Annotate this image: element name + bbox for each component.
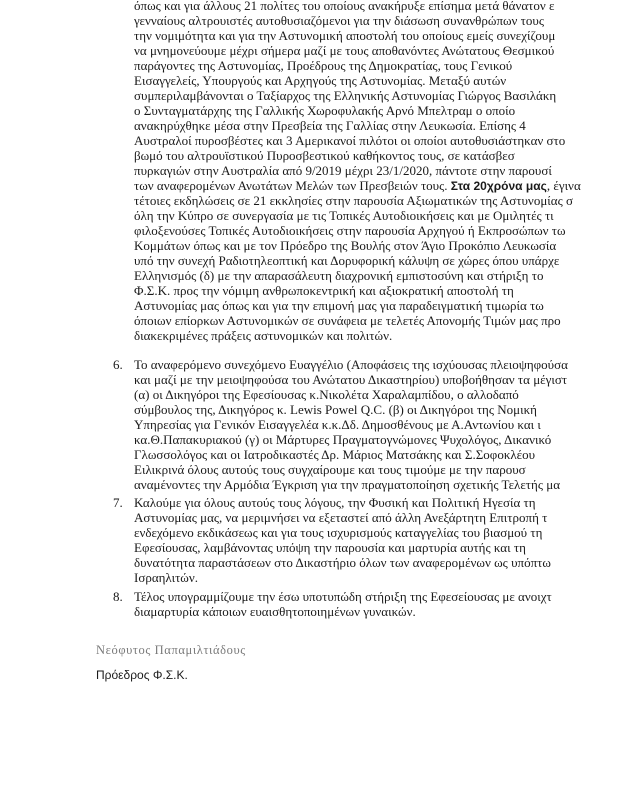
signatory-name: Νεόφυτος Παπαμιλτιάδους (96, 643, 246, 657)
text-line: παράγοντες της Αστυνομίας, Προέδρους της Δημοκρατίας, τους Γενικού (134, 58, 513, 73)
text-line: Αστυνομίας μας όπως και για την επιμονή μας για παραδειγματική τιμωρία τω (134, 298, 544, 313)
paragraph-8 (134, 589, 629, 619)
text-line: σύμβουλος της, Δικηγόρος κ. Lewis Powel Q.C. (β) οι Δικηγόροι της Νομική (134, 402, 537, 417)
text-line: αναμένοντες την Αρμόδια Έγκριση για την πραγματοποίηση σχετικής Τελετής μα (134, 477, 561, 492)
text-line: να μνημονεύουμε μέχρι σήμερα μαζί με τους αποθανόντες Ανώτατους Θεσμικού (134, 43, 555, 58)
text-line: τέτοιες εκδηλώσεις σε 21 εκκλησίες στην παρουσία Αξιωματικών της Αστυνομίας σ (134, 193, 573, 208)
paragraph-6 (134, 357, 629, 492)
text-line: βωμό του αλτρουϊστικού Πυροσβεστικού καθήκοντος τους, σε κατάσβεσ (134, 148, 515, 163)
text-line: όποιων επίορκων Αστυνομικών σε συνάφεια με τελετές Απονομής Τιμών μας προ (134, 313, 561, 328)
text-line: διακεκριμένες πράξεις αστυνομικών και πολιτών. (134, 328, 393, 343)
text-line: Υπηρεσίας για Γενικόν Εισαγγελέα κ.κ.Δδ. Δημοσθένους με Α.Αντωνίου και ι (134, 417, 541, 432)
text-line: Το αναφερόμενο συνεχόμενο Ευαγγέλιο (Αποφάσεις της ισχύουσας πλειοψηφούσα (134, 357, 568, 372)
text-line: διαμαρτυρία κάποιων ευαισθητοποιημένων γυναικών. (134, 604, 416, 619)
text-segment: των αναφερομένων Ανωτάτων Μελών των Πρεσβειών τους. (134, 178, 448, 193)
text-line: Ελληνισμός (δ) με την απαρασάλευτη διαχρονική εμπιστοσύνη και στήριξη το (134, 268, 544, 283)
text-line: ο Συνταγματάρχης της Γαλλικής Χωροφυλακής Αρνό Μπελτραμ ο οποίο (134, 103, 516, 118)
text-line: Αυστραλοί πυροσβέστες και 3 Αμερικανοί πιλότοι οι οποίοι αυτοθυσιάστηκαν στο (134, 133, 566, 148)
text-line: γενναίους αλτρουιστές αυτοθυσιαζόμενοι για την διάσωση συνανθρώπων τους (134, 13, 544, 28)
text-line: όλη την Κύπρο σε συνεργασία με τις Τοπικές Αυτοδιοικήσεις και με Ομιλητές τι (134, 208, 554, 223)
text-line: Ισραηλιτών. (134, 570, 198, 585)
text-line: δυνατότητα παραστάσεων στο Δικαστήριο όλων των αναφερομένων ως υπόπτω (134, 555, 551, 570)
text-line: Εφεσίουσας, λαμβάνοντας υπόψη την παρουσία και μαρτυρία αυτής και τη (134, 540, 526, 555)
text-line: όπως και για άλλους 21 πολίτες του οποίους ανακήρυξε επίσημα μετά θάνατον ε (134, 0, 555, 13)
text-line: και μαζί με την μειοψηφούσα του Ανώτατου Δικαστηρίου) υποβοήθησαν τα μέγιστ (134, 372, 568, 387)
paragraph-8-number: 8. (113, 589, 123, 604)
text-line: πυρκαγιών στην Αυστραλία από 9/2019 μέχρι 23/1/2020, πάντοτε στην παρουσί (134, 163, 552, 178)
text-line: Κομμάτων όπως και με τον Πρόεδρο της Βουλής στον Άγιο Προκόπιο Λευκωσία (134, 238, 557, 253)
text-line: ενδεχόμενο εκδικάσεως και για τους ισχυρισμούς καταγγελίας του βιασμού τη (134, 525, 543, 540)
text-line: υπό την συνεχή Ραδιοτηλεοπτική και Δορυφορική κάλυψη σε χώρες όπου υπάρχε (134, 253, 560, 268)
paragraph-5 (134, 0, 629, 343)
signatory-title: Πρόεδρος Φ.Σ.Κ. (96, 668, 188, 682)
text-line: Εισαγγελείς, Υπουργούς και Αρχηγούς της Αστυνομίας. Μεταξύ αυτών (134, 73, 507, 88)
text-line: (α) οι Δικηγόροι της Εφεσίουσας κ.Νικολέτα Χαραλαμπίδου, ο αλλοδαπό (134, 387, 519, 402)
text-line: Ειλικρινά όλους αυτούς τους συγχαίρουμε και τους τιμούμε με την παρουσ (134, 462, 526, 477)
text-line: Γλωσσολόγος και οι Ιατροδικαστές Δρ. Μάριος Ματσάκης και Σ.Σοφοκλέου (134, 447, 536, 462)
text-line: ανακηρύχθηκε μέσα στην Πρεσβεία της Γαλλίας στην Λευκωσία. Επίσης 4 (134, 118, 526, 133)
paragraph-7 (134, 495, 629, 585)
text-line: Αστυνομίας μας, να μεριμνήσει να εξεταστεί από άλλη Ανεξάρτητη Επιτροπή τ (134, 510, 548, 525)
paragraph-6-number: 6. (113, 357, 123, 372)
text-line: κα.Θ.Παπακυριακού (γ) οι Μάρτυρες Πραγματογνώμονες Ψυχολόγος, Δικανικό (134, 432, 552, 447)
text-line (134, 178, 629, 193)
paragraph-7-number: 7. (113, 495, 123, 510)
bold-emphasis: Στα 20χρόνα μας (450, 179, 547, 193)
text-line: την νομιμότητα και για την Αστυνομική αποστολή του οποίους εμείς συνεχίζουμ (134, 28, 556, 43)
text-line: φιλοξενούσες Τοπικές Αυτοδιοικήσεις στην παρουσία Αρχηγού ή Εκπροσώπων τω (134, 223, 566, 238)
text-line: Φ.Σ.Κ. προς την νόμιμη ανθρωποκεντρική και αξιοκρατική αποστολή τη (134, 283, 514, 298)
text-segment: , έγινα (546, 178, 581, 193)
text-line: συμπεριλαμβάνονται ο Ταξίαρχος της Ελληνικής Αστυνομίας Γιώργος Βασιλάκη (134, 88, 557, 103)
text-line: Καλούμε για όλους αυτούς τους λόγους, την Φυσική και Πολιτική Ηγεσία τη (134, 495, 536, 510)
text-line: Τέλος υπογραμμίζουμε την έσω υποτυπώδη στήριξη της Εφεσείουσας με ανοιχτ (134, 589, 552, 604)
